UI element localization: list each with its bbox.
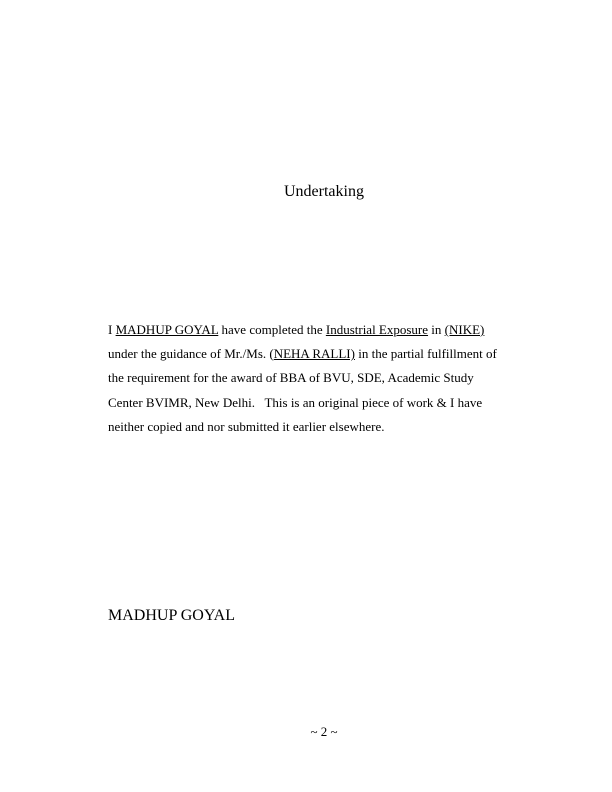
paragraph-line-3: the requirement for the award of BBA of BVU, SDE, Academic Study xyxy=(108,370,474,386)
paragraph-line-2 xyxy=(108,342,538,366)
line2-prefix: under the guidance of Mr./Ms. ( xyxy=(108,346,274,362)
paragraph-line-4: Center BVIMR, New Delhi. This is an original piece of work & I have xyxy=(108,394,483,410)
page-number: ~ 2 ~ xyxy=(310,724,338,739)
guide-name: NEHA RALLI) xyxy=(273,346,355,362)
undertaking-paragraph xyxy=(108,318,538,439)
company-name: (NIKE) xyxy=(444,322,485,337)
line2-suffix: in the partial fulfillment of xyxy=(354,346,497,362)
paragraph-line-5: neither copied and nor submitted it earlier elsewhere. xyxy=(108,418,385,434)
student-name: MADHUP GOYAL xyxy=(115,322,219,337)
page-title: Undertaking xyxy=(284,183,364,200)
line1-prefix: I xyxy=(108,322,116,337)
line1-in: in xyxy=(428,322,445,337)
paragraph-line-1 xyxy=(108,318,538,342)
line1-middle: have completed the xyxy=(218,322,326,337)
course-name: Industrial Exposure xyxy=(325,322,429,337)
signature-name: MADHUP GOYAL xyxy=(108,607,235,624)
